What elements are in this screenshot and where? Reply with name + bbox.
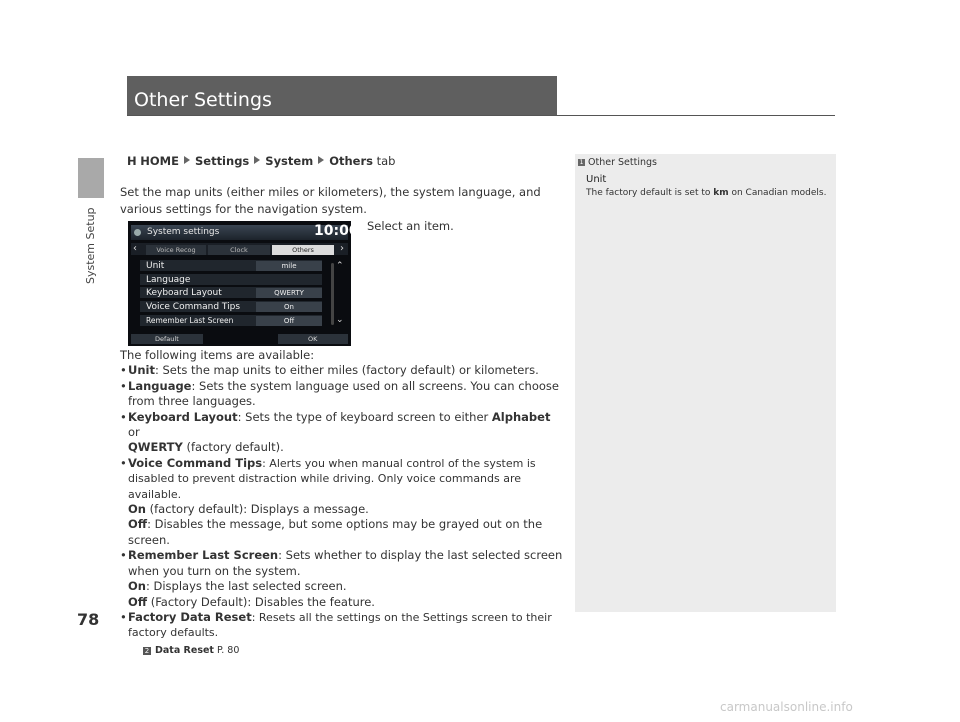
option-off: Off (128, 594, 148, 609)
note-mark-icon: 1 (579, 159, 584, 166)
callout-select-item: Select an item. (367, 219, 454, 233)
system-settings-screen (128, 221, 359, 346)
bullet-icon: • (120, 363, 127, 378)
row-value: mile (256, 261, 322, 271)
sidebar-heading (578, 157, 657, 168)
item-desc: : Alerts you when manual control of the system is disabled to prevent distraction while driving. Only voice commands are available. (128, 456, 536, 501)
item-voice-command-tips (120, 456, 565, 548)
section-label: System Setup (84, 207, 97, 284)
option-off: Off (128, 517, 148, 532)
item-desc: : Sets whether to display the last selected screen when you turn on the system. (128, 548, 563, 578)
arrow-icon (254, 156, 260, 164)
reference-label[interactable]: Data Reset (155, 644, 214, 656)
notes-sidebar (575, 154, 836, 612)
item-desc: : Sets the system language used on all screens. You can choose from three languages. (128, 378, 559, 409)
tab-others[interactable]: Others (272, 245, 334, 255)
bullet-icon: • (120, 378, 127, 393)
row-label: Remember Last Screen (146, 316, 234, 325)
item-term: Unit (128, 363, 155, 378)
breadcrumb (127, 154, 395, 168)
item-desc: : Sets the map units to either miles (factory default) or kilometers. (154, 363, 539, 378)
scrollbar[interactable] (331, 263, 334, 325)
option-qwerty: QWERTY (128, 440, 183, 455)
cross-reference[interactable] (120, 643, 565, 658)
item-factory-data-reset (120, 610, 565, 641)
watermark: carmanualsonline.info (720, 700, 853, 714)
row-unit[interactable] (140, 260, 322, 272)
row-label: Language (146, 275, 191, 285)
sidebar-note (586, 188, 826, 198)
option-off-desc: : Disables the message, but some options may be grayed out on the screen. (128, 517, 543, 547)
chevron-right-icon[interactable]: › (340, 243, 344, 254)
default-button[interactable]: Default (131, 334, 203, 344)
item-unit (120, 363, 565, 378)
option-on-desc: : Displays the last selected screen. (145, 579, 347, 594)
item-language (120, 379, 565, 410)
ok-button[interactable]: OK (278, 334, 348, 344)
item-keyboard-layout (120, 410, 565, 456)
row-label: Voice Command Tips (146, 302, 241, 312)
items-list (120, 348, 565, 658)
sidebar-heading-text: Other Settings (588, 157, 657, 168)
tab-clock[interactable]: Clock (208, 245, 270, 255)
reference-icon: 2 (144, 646, 150, 655)
item-remember-last-screen (120, 548, 565, 610)
option-on: On (128, 502, 146, 517)
title-rule (127, 115, 835, 116)
item-desc-suffix: (factory default). (182, 440, 284, 455)
breadcrumb-others: Others (329, 154, 373, 168)
item-term: Language (128, 378, 192, 393)
row-voice-command-tips[interactable] (140, 301, 322, 313)
item-term: Voice Command Tips (128, 455, 263, 470)
note-text: The factory default is set to (586, 188, 714, 198)
row-remember-last-screen[interactable] (140, 315, 322, 327)
item-term: Keyboard Layout (128, 409, 238, 424)
sidebar-subheading: Unit (586, 174, 607, 185)
bullet-icon: • (120, 409, 127, 424)
arrow-icon (318, 156, 324, 164)
option-off-desc: (Factory Default): Disables the feature. (147, 594, 375, 609)
row-value: Off (256, 316, 322, 326)
bullet-icon: • (120, 548, 127, 563)
intro-text: Set the map units (either miles or kilometers), the system language, and various settings for the navigation system. (120, 185, 541, 216)
items-intro: The following items are available: (120, 348, 315, 362)
item-term: Factory Data Reset (128, 609, 252, 624)
breadcrumb-home: HOME (140, 154, 179, 168)
row-label: Unit (146, 261, 165, 271)
option-alphabet: Alphabet (491, 409, 551, 424)
item-desc: : Sets the type of keyboard screen to either (237, 409, 492, 424)
option-on: On (128, 579, 146, 594)
bullet-icon: • (120, 609, 127, 624)
page-number: 78 (77, 610, 100, 629)
section-tab (78, 158, 104, 198)
option-on-desc: (factory default): Displays a message. (145, 502, 369, 517)
item-term: Remember Last Screen (128, 548, 279, 563)
scroll-down-icon[interactable]: ⌄ (336, 315, 344, 325)
row-keyboard-layout[interactable] (140, 287, 322, 299)
reference-page: P. 80 (216, 644, 240, 656)
row-value: On (256, 302, 322, 312)
page-title: Other Settings (134, 89, 272, 111)
breadcrumb-system: System (265, 154, 314, 168)
screen-title: System settings (147, 227, 220, 237)
chevron-left-icon[interactable]: ‹ (133, 243, 137, 254)
bullet-icon: • (120, 455, 127, 470)
row-label: Keyboard Layout (146, 288, 222, 298)
note-bold: km (713, 188, 729, 198)
breadcrumb-suffix: tab (376, 154, 396, 168)
tab-voice-recog[interactable]: Voice Recog (146, 245, 206, 255)
breadcrumb-settings: Settings (194, 154, 250, 168)
scroll-up-icon[interactable]: ⌃ (336, 261, 344, 271)
item-desc-or: or (128, 425, 140, 440)
home-mark: H (127, 154, 137, 168)
screen-clock: 10:00 (314, 223, 359, 239)
row-language[interactable] (140, 274, 322, 286)
item-desc: : Resets all the settings on the Settings screen to their factory defaults. (128, 610, 552, 640)
row-value: QWERTY (256, 288, 322, 298)
settings-icon (134, 229, 141, 236)
note-text-end: on Canadian models. (728, 188, 827, 198)
arrow-icon (184, 156, 190, 164)
